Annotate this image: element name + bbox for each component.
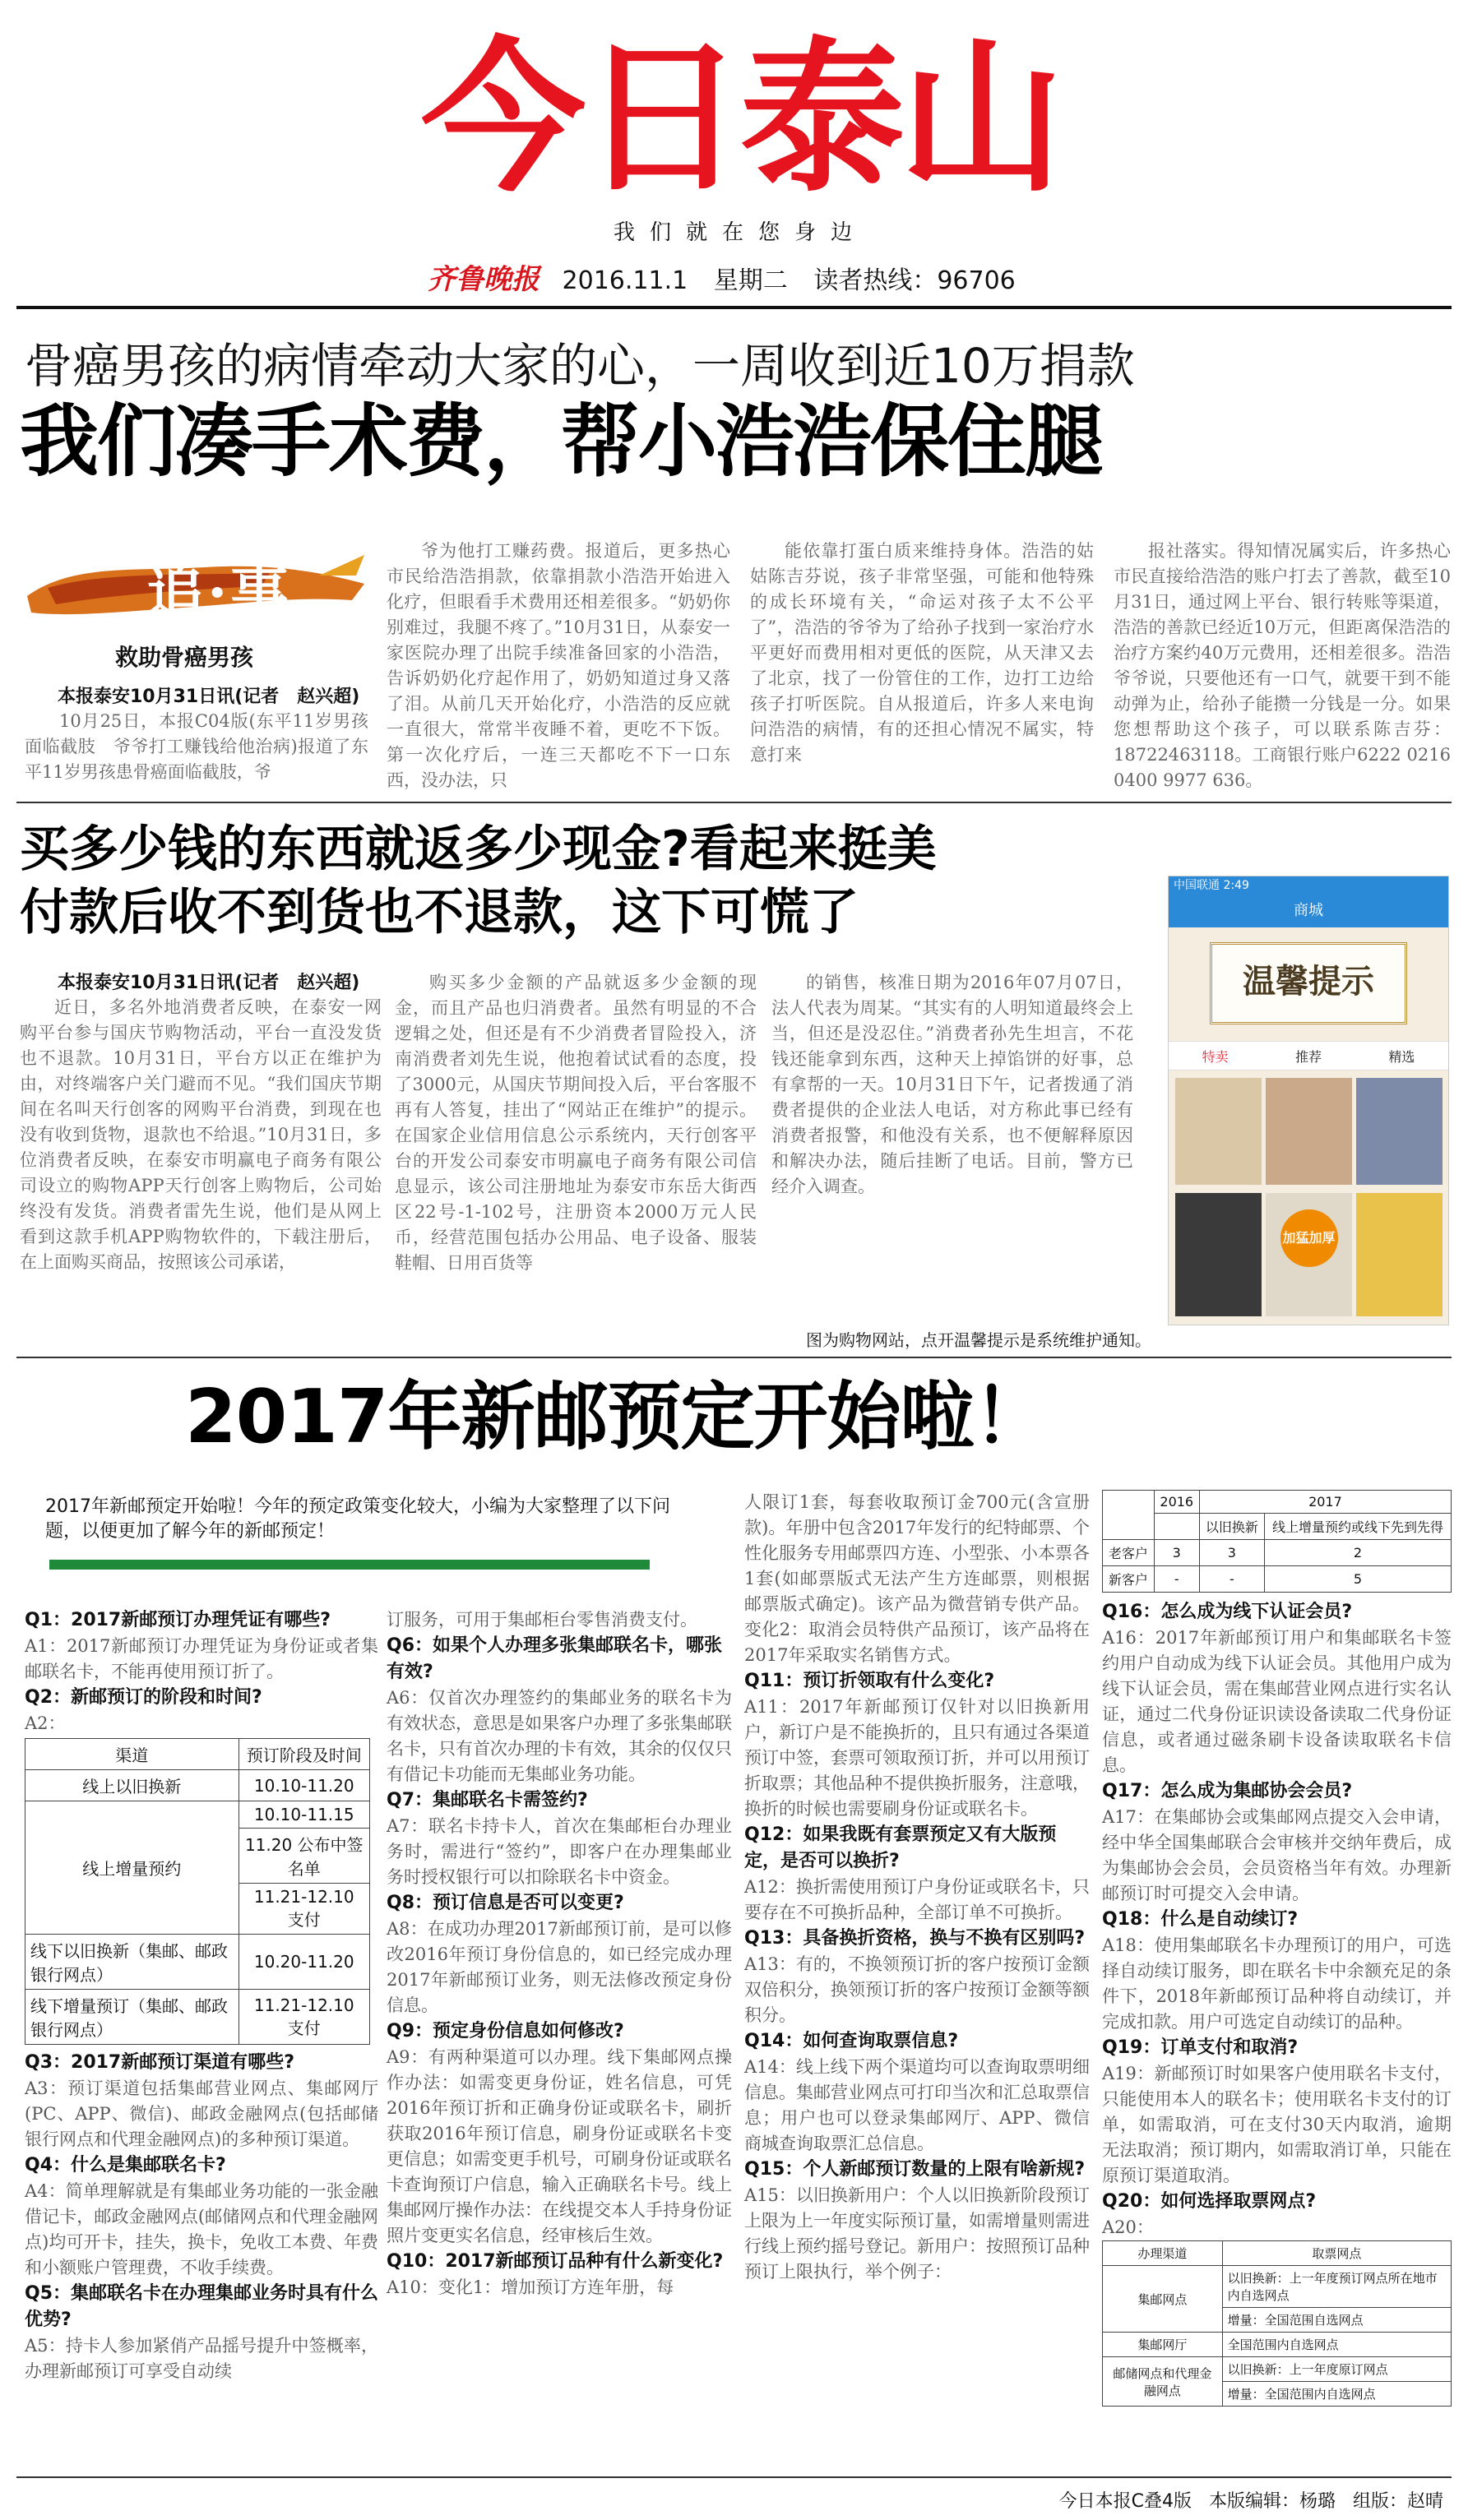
masthead-rule (16, 306, 1452, 309)
table-cell: 线上增量预约或线下先到先得 (1264, 1514, 1451, 1540)
table-cell: 线下以旧换新（集邮、邮政银行网点） (25, 1935, 239, 1990)
table-cell: 线下增量预订（集邮、邮政银行网点） (25, 1990, 239, 2045)
question: Q15：个人新邮预订数量的上限有啥新规? (744, 2159, 1086, 2180)
answer: A2： (25, 1713, 66, 1733)
table-cell: 全国范围内自选网点 (1222, 2333, 1451, 2357)
story1-column-1 (25, 709, 368, 791)
notice-popup-title: 温馨提示 (1243, 963, 1374, 1001)
issue-weekday: 星期二 (713, 266, 788, 295)
table-cell (1103, 1491, 1155, 1540)
table-row (1103, 2333, 1452, 2357)
answer: A16：2017年新邮预订用户和集邮联名卡签约用户自动成为线下认证会员。其他用户成为线下认证会员，需在集邮营业网点进行实名认证，通过二代身份证识读设备读取二代身份证信息，或者通过磁条刷卡设备读取联名卡信息。 (1102, 1628, 1452, 1775)
table-cell: 2016 (1154, 1491, 1199, 1514)
app-tab-bar (1169, 1041, 1448, 1070)
section-title: 2017年新邮预定开始啦！ (185, 1374, 1047, 1460)
table-cell: 集邮网厅 (1103, 2333, 1223, 2357)
section-intro: 2017年新邮预定开始啦！今年的预定政策变化较大，小编为大家整理了以下问题，以便更加了解今年的新邮预定！ (45, 1496, 670, 1542)
product-image-oil[interactable] (1356, 1193, 1443, 1316)
phone-status-bar: 中国联通 2:49 (1169, 876, 1448, 895)
table-cell: 3 (1199, 1540, 1264, 1566)
question: Q18：什么是自动续订? (1102, 1909, 1299, 1930)
question: Q9：预定身份信息如何修改? (387, 2021, 624, 2041)
answer: A6：仅首次办理签约的集邮业务的联名卡为有效状态，意思是如果客户办理了多张集邮联名卡，只有首次办理的卡有效，其余的仅仅只有借记卡功能而无集邮业务功能。 (387, 1688, 732, 1784)
green-rule (49, 1560, 650, 1570)
answer: A17：在集邮协会或集邮网点提交入会申请，经中华全国集邮联合会审核并交纳年费后，成为集邮协会会员，会员资格当年有效。办理新邮预订时可提交入会申请。 (1102, 1807, 1452, 1903)
table-cell: 线上以旧换新 (25, 1770, 239, 1801)
table-header: 预订阶段及时间 (238, 1739, 370, 1770)
story2-paragraph: 购买多少金额的产品就返多少金额的现金，而且产品也归消费者。虽然有明显的不合逻辑之处，但还是有不少消费者冒险投入，济南消费者刘先生说，他抱着试试看的态度，投了3000元，从国庆节期间投入后，平台客服不再有人答复，挂出了“网站正在维护”的提示。在国家企业信用信息公示系统内，天行创客平台的开发公司泰安市明赢电子商务有限公司信息显示，该公司注册地址为泰安市东岳大街西区22号-1-102号，注册资本2000万元人民币，经营范围包括办公用品、电子设备、服装鞋帽、日用百货等 (395, 973, 757, 1273)
story1-column-4 (1114, 539, 1451, 791)
story1-badge-title: 追·事 (146, 558, 292, 627)
qa-column-1 (25, 1607, 378, 2384)
story1-divider (16, 802, 1452, 803)
story1-paragraph: 报社落实。得知情况属实后，许多热心市民直接给浩浩的账户打去了善款，截至10月31日，通过网上平台、银行转账等渠道，浩浩的善款已经近10万元，但距离保浩浩的治疗方案约40万元费用，还相差很多。浩浩爷爷说，只要他还有一口气，就要干到不能动弹为止，给孙子能攒一分钱是一分。如果您想帮助这个孩子，可以联系陈吉芬：18722463118。工商银行账户6222 0216 0400 9977 636。 (1114, 541, 1451, 790)
story2-column-1 (20, 995, 382, 1340)
product-image-tea[interactable] (1175, 1078, 1262, 1185)
table-cell: 集邮网点 (1103, 2266, 1223, 2333)
table-cell: 新客户 (1103, 1566, 1155, 1593)
question: Q7：集邮联名卡需签约? (387, 1790, 588, 1810)
table-cell: 增量：全国范围内自选网点 (1222, 2382, 1451, 2407)
masthead-slogan: 我们就在您身边 (613, 220, 867, 245)
table-cell: - (1154, 1566, 1199, 1593)
table-cell: 2017 (1199, 1491, 1451, 1514)
product-image-promo[interactable] (1266, 1193, 1352, 1316)
question: Q8：预订信息是否可以变更? (387, 1893, 624, 1913)
question: Q6：如果个人办理多张集邮联名卡，哪张有效? (387, 1635, 723, 1682)
product-image-shirt[interactable] (1266, 1078, 1352, 1185)
table-row (25, 1935, 370, 1990)
answer: A10：变化1：增加预订方连年册，每 (387, 2277, 674, 2297)
question: Q3：2017新邮预订渠道有哪些? (25, 2052, 295, 2073)
table-cell: 3 (1154, 1540, 1199, 1566)
question: Q1：2017新邮预订办理凭证有哪些? (25, 1610, 331, 1630)
answer: A18：使用集邮联名卡办理预订的用户，可选择自动续订服务，即在联名卡中余额充足的条件下，2018年新邮预订品种将自动续订，并完成扣款。用户可选定自动续订的品种。 (1102, 1935, 1452, 2032)
table-cell: 邮储网点和代理金融网点 (1103, 2357, 1223, 2407)
app-title-bar: 商城 (1169, 895, 1448, 927)
product-image-coat[interactable] (1175, 1193, 1262, 1316)
answer: A11：2017年新邮预订仅针对以旧换新用户，新订户是不能换折的，且只有通过各渠道预订中签，套票可领取预订折，并可以用预订折取票；其他品种不提供换折服务，注意哦，换折的时候也需要刷身份证或联名卡。 (744, 1697, 1090, 1819)
table-row (1103, 2357, 1452, 2382)
answer: A12：换折需使用预订户身份证或联名卡，只要存在不可换折品种，全部订单不可换折。 (744, 1877, 1090, 1922)
table-cell: 11.20 公布中签名单 (238, 1829, 370, 1884)
answer: A20： (1102, 2217, 1154, 2237)
tab-featured[interactable]: 精选 (1388, 1048, 1415, 1065)
table-row (1103, 2266, 1452, 2308)
reader-hotline: 读者热线：96706 (813, 266, 1016, 295)
table-row (25, 1801, 370, 1829)
shopping-app-screenshot (1168, 876, 1449, 1325)
table-cell: 10.20-11.20 (238, 1935, 370, 1990)
table-cell: 老客户 (1103, 1540, 1155, 1566)
editor: 本版编辑：杨璐 (1208, 2491, 1336, 2512)
answer: A4：简单理解就是有集邮业务功能的一张金融借记卡，邮政金融网点(邮储网点和代理金融网点)均可开卡，挂失，换卡，免收工本费、年费和小额账户管理费，不收手续费。 (25, 2181, 378, 2277)
table-header: 办理渠道 (1103, 2241, 1223, 2266)
answer: 人限订1套，每套收取预订金700元(含宣册款)。年册中包含2017年发行的纪特邮票、个性化服务专用邮票四方连、小型张、小本票各1套(如邮票版式无法产生方连邮票，则根据邮票版式确定)。该产品为微营销专供产品。变化2：取消会员特供产品预订，该产品将在2017年采取实名销售方式。 (744, 1492, 1090, 1665)
story1-column-badge (23, 539, 368, 633)
question: Q14：如何查询取票信息? (744, 2031, 959, 2051)
table-row (25, 1770, 370, 1801)
story2-column-2 (395, 970, 757, 1340)
table-cell: 10.10-11.20 (238, 1770, 370, 1801)
tab-recommend[interactable]: 推荐 (1294, 1048, 1322, 1065)
table-cell: 5 (1264, 1566, 1451, 1593)
story1-column-2 (387, 539, 730, 791)
table-cell: - (1199, 1566, 1264, 1593)
story1-column-3 (750, 539, 1094, 791)
pickup-table (1102, 2240, 1452, 2407)
story1-headline: 我们凑手术费，帮小浩浩保住腿 (20, 395, 1102, 488)
story2-column-3 (771, 970, 1133, 1340)
question: Q16：怎么成为线下认证会员? (1102, 1602, 1353, 1622)
story2-paragraph: 近日，多名外地消费者反映，在泰安一网购平台参与国庆节购物活动，平台一直没发货也不退款。10月31日，平台方以正在维护为由，对终端客户关门避而不见。“我们国庆节期间在名叫天行创客的网购平台消费，到现在也没有收到货物，退款也不给退。”10月31日，多位消费者反映，在泰安市明赢电子商务有限公司设立的购物APP天行创客上购物后，公司始终没有发货。消费者雷先生说，他们是从网上看到这款手机APP购物软件的，下载注册后，在上面购买商品，按照该公司承诺， (20, 997, 382, 1272)
qa-column-3 (744, 1490, 1090, 2285)
question: Q5：集邮联名卡在办理集邮业务时具有什么优势? (25, 2283, 379, 2330)
answer: A7：联名卡持卡人，首次在集邮柜台办理业务时，需进行“签约”，即客户在办理集邮业务时授权银行可以扣除联名卡中资金。 (387, 1816, 732, 1887)
story1-badge-subtitle: 救助骨癌男孩 (115, 644, 254, 671)
table-header: 取票网点 (1222, 2241, 1451, 2266)
story2-headline-line1: 买多少钱的东西就返多少现金?看起来挺美 (20, 821, 937, 878)
question: Q12：如果我既有套票预定又有大版预定，是否可以换折? (744, 1824, 1057, 1871)
story1-kicker: 骨癌男孩的病情牵动大家的心，一周收到近10万捐款 (25, 338, 1135, 394)
dateline (428, 257, 1086, 297)
table-cell: 以旧换新：上一年度预订网点所在地市内自选网点 (1222, 2266, 1451, 2308)
table-cell: 增量：全国范围自选网点 (1222, 2308, 1451, 2333)
answer: A13：有的，不换领预订折的客户按预订金额双倍积分，换领预订折的客户按预订金额等额积分。 (744, 1954, 1090, 2025)
story2-byline: 本报泰安10月31日讯(记者 赵兴超) (58, 973, 360, 993)
table-cell: 以旧换新：上一年度原订网点 (1222, 2357, 1451, 2382)
answer: A14：线上线下两个渠道均可以查询取票明细信息。集邮营业网点可打印当次和汇总取票信息；用户也可以登录集邮网厅、APP、微信商城查询取票汇总信息。 (744, 2057, 1090, 2153)
answer: A5：持卡人参加紧俏产品摇号提升中签概率，办理新邮预订可享受自动续 (25, 2336, 378, 2381)
answer: A9：有两种渠道可以办理。线下集邮网点操作办法：如需变更身份证，姓名信息，可凭2016年预订折和正确身份证或联名卡，刷折获取2016年预订信息，刷身份证或联名卡变更信息；如需变更手机号，可刷身份证或联名卡查询预订户信息，输入正确联名卡号。线上集邮网厅操作办法：在线提交本人手持身份证照片变更实名信息，经审核后生效。 (387, 2047, 732, 2245)
story1-paragraph: 爷为他打工赚药费。报道后，更多热心市民给浩浩捐款，依靠捐款小浩浩开始进入化疗，但眼看手术费用还相差很多。“奶奶你别难过，我腿不疼了。”10月31日，从泰安一家医院办理了出院手续准备回家的小浩浩，告诉奶奶化疗起作用了，奶奶知道过身又落了泪。从前几天开始化疗，小浩浩的反应就一直很大，常常半夜睡不着，更吃不下饭。第一次化疗后，一连三天都吃不下一口东西，没办法，只 (387, 541, 730, 790)
promo-badge: 加猛加厚 (1280, 1209, 1338, 1267)
schedule-table (25, 1738, 370, 2045)
question: Q10：2017新邮预订品种有什么新变化? (387, 2251, 724, 2272)
question: Q11：预订折领取有什么变化? (744, 1671, 995, 1691)
table-cell: 线上增量预约 (25, 1801, 239, 1935)
table-row (25, 1990, 370, 2045)
story2-headline-line2: 付款后收不到货也不退款，这下可慌了 (20, 884, 859, 941)
table-cell: 2 (1264, 1540, 1451, 1566)
qa-column-4 (1102, 1490, 1452, 2407)
table-header: 渠道 (25, 1739, 239, 1770)
photo-caption: 图为购物网站，点开温馨提示是系统维护通知。 (806, 1330, 1151, 1350)
answer: A1：2017新邮预订办理凭证为身份证或者集邮联名卡，不能再使用预订折了。 (25, 1636, 378, 1681)
question: Q13：具备换折资格，换与不换有区别吗? (744, 1928, 1086, 1949)
question: Q17：怎么成为集邮协会会员? (1102, 1781, 1353, 1801)
story1-paragraph: 能依靠打蛋白质来维持身体。浩浩的姑姑陈吉芬说，孩子非常坚强，可能和他特殊的成长环境有关，“命运对孩子太不公平了”，浩浩的爷爷为了给孙子找到一家治疗水平更好而费用相对更低的医院，从天津又去了北京，找了一份管住的工作，边打工边给孩子打听医院。自从报道后，许多人来电询问浩浩的病情，有的还担心情况不属实，特意打来 (750, 541, 1094, 765)
table-row (1103, 1566, 1452, 1593)
table-cell (1154, 1514, 1199, 1540)
answer: A8：在成功办理2017新邮预订前，是可以修改2016年预订身份信息的，如已经完成办理2017年新邮预订业务，则无法修改预定身份信息。 (387, 1919, 732, 2015)
question: Q2：新邮预订的阶段和时间? (25, 1687, 262, 1708)
product-image-leggings[interactable] (1356, 1078, 1443, 1185)
answer: A3：预订渠道包括集邮营业网点、集邮网厅(PC、APP、微信)、邮政金融网点(包括邮储银行网点和代理金融网点)的多种预订渠道。 (25, 2078, 378, 2149)
quota-table (1102, 1490, 1452, 1593)
story1-paragraph: 10月25日，本报C04版(东平11岁男孩面临截肢 爷爷打工赚钱给他治病)报道了东平11岁男孩患骨癌面临截肢，爷 (25, 711, 368, 782)
newspaper-brand: 齐鲁晚报 (428, 263, 540, 296)
page-number: 今日本报C叠4版 (1058, 2491, 1192, 2512)
page-footer (1059, 2487, 1443, 2513)
question: Q20：如何选择取票网点? (1102, 2191, 1317, 2212)
question: Q4：什么是集邮联名卡? (25, 2155, 226, 2176)
qa-column-2 (387, 1607, 732, 2300)
issue-date: 2016.11.1 (562, 266, 688, 295)
story2-paragraph: 的销售，核准日期为2016年07月07日，法人代表为周某。“其实有的人明知道最终会上当，但还是没忍住。”消费者孙先生坦言，不花钱还能拿到东西，这种天上掉馅饼的好事，总有拿帮的一天。10月31日下午，记者拨通了消费者提供的企业法人电话，对方称此事已经有消费者报警，和他没有关系，也不便解释原因和解决办法，随后挂断了电话。目前，警方已经介入调查。 (771, 973, 1133, 1196)
table-row (1103, 1540, 1452, 1566)
footer-rule (16, 2476, 1452, 2478)
table-cell: 以旧换新 (1199, 1514, 1264, 1540)
answer: 订服务，可用于集邮柜台零售消费支付。 (387, 1610, 697, 1630)
answer: A19：新邮预订时如果客户使用联名卡支付，只能使用本人的联名卡；使用联名卡支付的订单，如需取消，可在支付30天内取消，逾期无法取消；预订期内，如需取消订单，只能在原预订渠道取消。 (1102, 2064, 1452, 2185)
question: Q19：订单支付和取消? (1102, 2037, 1299, 2058)
answer: A15：以旧换新用户：个人以旧换新阶段预订上限为上一年度实际预订量，如需增量则需进行线上预约摇号登记。新用户：按照预订品种预订上限执行，举个例子： (744, 2185, 1090, 2282)
masthead-title: 今日泰山 (420, 23, 1059, 215)
tab-sale[interactable]: 特卖 (1202, 1048, 1229, 1065)
layout-editor: 组版：赵晴 (1352, 2491, 1443, 2512)
table-cell: 10.10-11.15 (238, 1801, 370, 1829)
table-cell: 11.21-12.10 支付 (238, 1990, 370, 2045)
notice-popup (1210, 942, 1407, 1024)
table-cell: 11.21-12.10 支付 (238, 1884, 370, 1935)
story1-byline: 本报泰安10月31日讯(记者 赵兴超) (58, 687, 360, 707)
